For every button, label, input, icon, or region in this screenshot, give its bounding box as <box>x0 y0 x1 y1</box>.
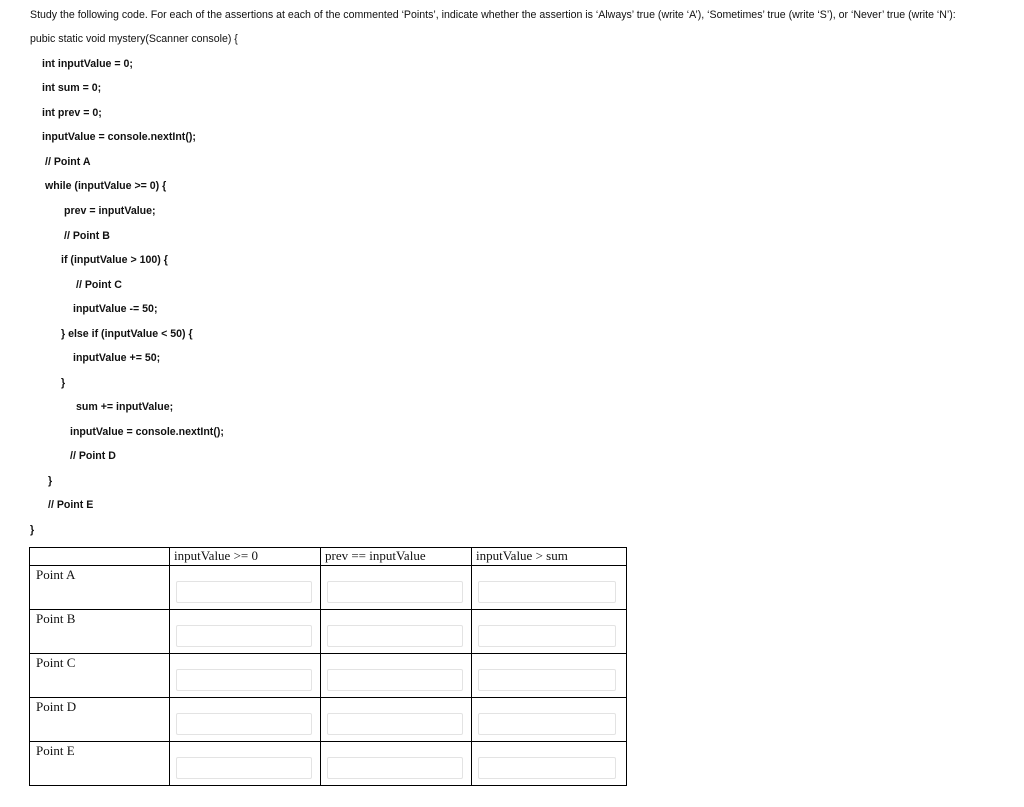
code-line-11: inputValue -= 50; <box>73 303 158 315</box>
answer-input-b-1[interactable] <box>176 625 312 647</box>
answer-input-a-2[interactable] <box>327 581 463 603</box>
answer-input-b-3[interactable] <box>478 625 616 647</box>
code-line-2: int sum = 0; <box>42 82 102 94</box>
answer-input-c-3[interactable] <box>478 669 616 691</box>
code-close-if-brace: } <box>61 377 66 389</box>
answer-input-e-3[interactable] <box>478 757 616 779</box>
header-prev-equals-input: prev == inputValue <box>321 548 472 566</box>
code-if-line: if (inputValue > 100) { <box>61 254 168 266</box>
answer-input-d-1[interactable] <box>176 713 312 735</box>
header-input-value-nonnegative: inputValue >= 0 <box>170 548 321 566</box>
code-comment-point-e: // Point E <box>48 499 94 511</box>
instructions-text: Study the following code. For each of the assertions at each of the commented ‘Points’, indicate whether the assertion is ‘Always’ true (write ‘A’), ‘Sometimes’ true (write ‘S’), or ‘Never’ true (write ‘N’): <box>30 9 956 21</box>
code-comment-point-d: // Point D <box>70 450 116 462</box>
code-comment-point-b: // Point B <box>64 230 110 242</box>
table-row-point-e <box>30 742 627 786</box>
code-close-while-brace: } <box>48 475 53 487</box>
code-line-13: inputValue += 50; <box>73 352 161 364</box>
code-method-signature: pubic static void mystery(Scanner console) { <box>30 33 238 45</box>
answer-input-d-2[interactable] <box>327 713 463 735</box>
row-label-point-b: Point B <box>30 610 170 654</box>
code-line-7: prev = inputValue; <box>64 205 156 217</box>
answer-input-e-2[interactable] <box>327 757 463 779</box>
row-label-point-c: Point C <box>30 654 170 698</box>
code-else-if-line: } else if (inputValue < 50) { <box>61 328 193 340</box>
code-line-16: inputValue = console.nextInt(); <box>70 426 224 438</box>
answer-input-b-2[interactable] <box>327 625 463 647</box>
row-label-point-d: Point D <box>30 698 170 742</box>
answer-input-c-1[interactable] <box>176 669 312 691</box>
header-input-greater-than-sum: inputValue > sum <box>472 548 627 566</box>
code-comment-point-a: // Point A <box>45 156 91 168</box>
row-label-point-a: Point A <box>30 566 170 610</box>
answer-input-e-1[interactable] <box>176 757 312 779</box>
table-row-point-c <box>30 654 627 698</box>
answer-input-a-3[interactable] <box>478 581 616 603</box>
header-row <box>30 548 627 566</box>
code-comment-point-c: // Point C <box>76 279 122 291</box>
table-row-point-d <box>30 698 627 742</box>
answer-input-a-1[interactable] <box>176 581 312 603</box>
answer-input-c-2[interactable] <box>327 669 463 691</box>
code-line-15: sum += inputValue; <box>76 401 174 413</box>
table-row-point-a <box>30 566 627 610</box>
code-while-line: while (inputValue >= 0) { <box>45 180 167 192</box>
code-line-3: int prev = 0; <box>42 107 102 119</box>
answer-input-d-3[interactable] <box>478 713 616 735</box>
code-line-4: inputValue = console.nextInt(); <box>42 131 196 143</box>
table-row-point-b <box>30 610 627 654</box>
row-label-point-e: Point E <box>30 742 170 786</box>
header-corner <box>30 548 170 566</box>
code-line-1: int inputValue = 0; <box>42 58 133 70</box>
answer-table <box>29 547 627 786</box>
code-close-method-brace: } <box>30 524 35 536</box>
